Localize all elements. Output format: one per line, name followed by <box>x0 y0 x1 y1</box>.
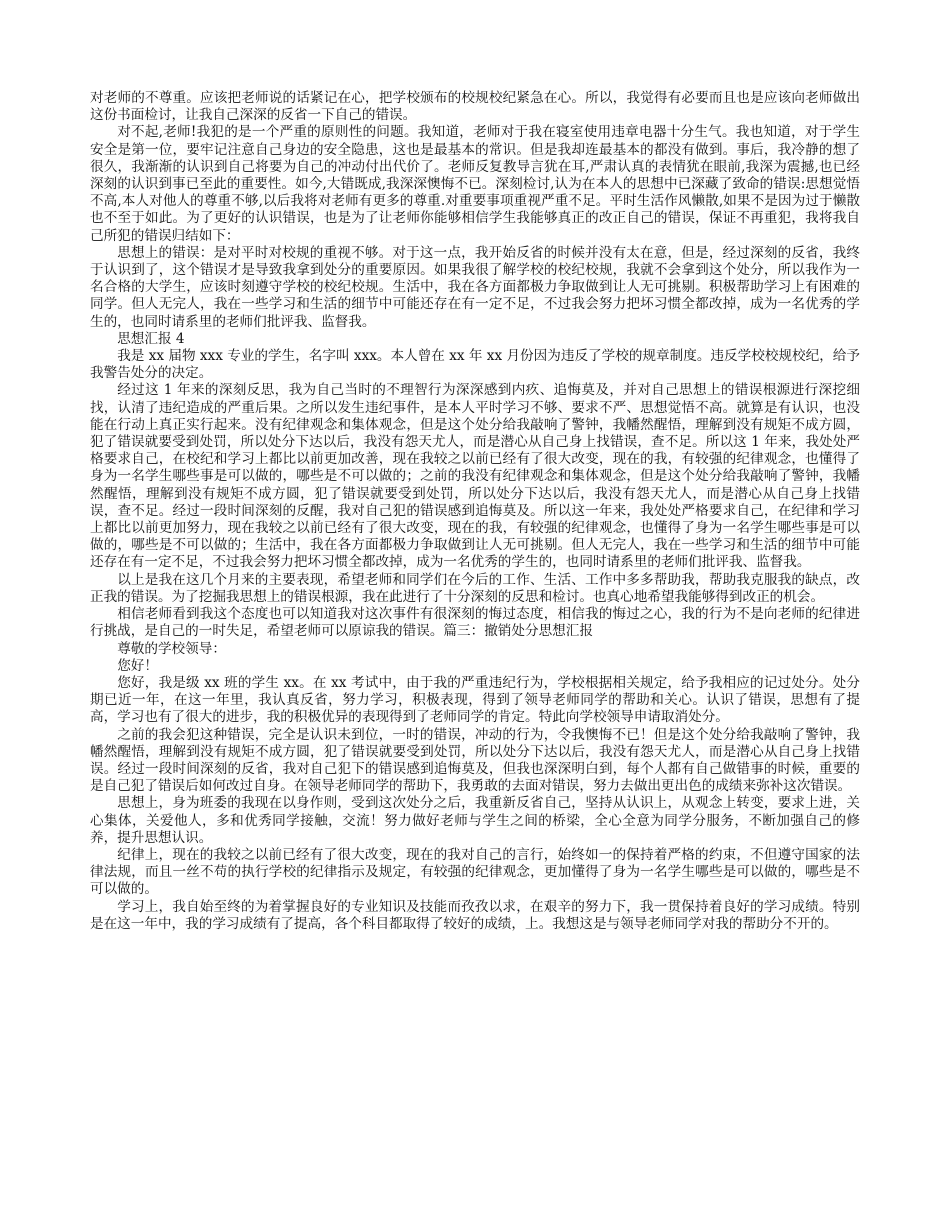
paragraph: 以上是我在这几个月来的主要表现，希望老师和同学们在今后的工作、生活、工作中多多帮助我，帮助我克服我的缺点，改正我的错误。为了挖掘我思想上的错误根源，我在此进行了十分深刻的反思和检讨。也真心地希望我能够得到改正的机会。 <box>90 571 860 605</box>
paragraph: 纪律上，现在的我较之以前已经有了很大改变，现在的我对自己的言行，始终如一的保持着严格的约束，不但遵守国家的法律法规，而且一丝不苟的执行学校的纪律指示及规定，有较强的纪律观念，更加懂得了身为一名学生哪些是可以做的，哪些是不可以做的。 <box>90 846 860 898</box>
greeting: 您好！ <box>117 657 158 674</box>
paragraph: 学习上，我自始至终的为着掌握良好的专业知识及技能而孜孜以求，在艰辛的努力下，我一贯保持着良好的学习成绩。特别是在这一年中，我的学习成绩有了提高，各个科目都取得了较好的成绩，上。我想这是与领导老师同学对我的帮助分不开的。 <box>90 898 860 932</box>
paragraph: 您好，我是级 xx 班的学生 xx。在 xx 考试中，由于我的严重违纪行为，学校根据相关规定，给予我相应的记过处分。处分期已近一年，在这一年里，我认真反省，努力学习，积极表现，得到了领导老师同学的帮助和关心。认识了错误，思想有了提高，学习也有了很大的进步，我的积极优异的表现得到了老师同学的肯定。特此向学校领导申请取消处分。 <box>90 674 860 726</box>
paragraph: 我是 xx 届物 xxx 专业的学生，名字叫 xxx。本人曾在 xx 年 xx 月份因为违反了学校的规章制度。违反学校校规校纪，给予我警告处分的决定。 <box>90 348 860 382</box>
paragraph: 思想上，身为班委的我现在以身作则，受到这次处分之后，我重新反省自己，坚持从认识上，从观念上转变，要求上进，关心集体，关爱他人，多和优秀同学接触，交流！努力做好老师与学生之间的桥梁，全心全意为同学分服务，不断加强自己的修养，提升思想认识。 <box>90 795 860 846</box>
document-body <box>90 90 860 933</box>
paragraph: 对不起,老师!我犯的是一个严重的原则性的问题。我知道，老师对于我在寝室使用违章电器十分生气。我也知道，对于学生安全是第一位，要牢记注意自己身边的安全隐患，这也是最基本的常识。但是我却连最基本的都没有做到。事后，我冷静的想了很久，我渐渐的认识到自己将要为自己的冲动付出代价了。老师反复教导言犹在耳,严肃认真的表情犹在眼前,我深为震撼,也已经深刻的认识到事已至此的重要性。如今,大错既成,我深深懊悔不已。深刻检讨,认为在本人的思想中已深藏了致命的错误:思想觉悟不高,本人对他人的尊重不够,以后我将对老师有更多的尊重.对重要事项重视严重不足。平时生活作风懒散,如果不是因为过于懒散也不至于如此。为了更好的认识错误，也是为了让老师你能够相信学生我能够真正的改正自己的错误，保证不再重犯，我将我自己所犯的错误归结如下： <box>90 124 860 244</box>
paragraph: 思想上的错误：是对平时对校规的重视不够。对于这一点，我开始反省的时候并没有太在意，但是，经过深刻的反省，我终于认识到了，这个错误才是导致我拿到处分的重要原因。如果我很了解学校的校纪校规，我就不会拿到这个处分，所以我作为一名合格的大学生，应该时刻遵守学校的校纪校规。生活中，我在各方面都极力争取做到让人无可挑剔。积极帮助学习上有困难的同学。但人无完人，我在一些学习和生活的细节中可能还存在有一定不足，不过我会努力把坏习惯全都改掉，成为一名优秀的学生的，也同时请系里的老师们批评我、监督我。 <box>90 244 860 330</box>
salutation: 尊敬的学校领导： <box>117 640 226 657</box>
paragraph: 相信老师看到我这个态度也可以知道我对这次事件有很深刻的悔过态度，相信我的悔过之心，我的行为不是向老师的纪律进行挑战，是自己的一时失足，希望老师可以原谅我的错误。篇三：撤销处分思想汇报 <box>90 606 860 640</box>
section-heading: 思想汇报 4 <box>117 330 185 347</box>
paragraph: 之前的我会犯这种错误，完全是认识未到位，一时的错误，冲动的行为，令我懊悔不已！但是这个处分给我敲响了警钟，我幡然醒悟，理解到没有规矩不成方圆，犯了错误就要受到处罚，所以处分下达以后，我没有怨天尤人，而是潜心从自己身上找错误。经过一段时间深刻的反省，我对自己犯下的错误感到追悔莫及，但我也深深明白到，每个人都有自己做错事的时候，重要的是自己犯了错误后如何改过自身。在领导老师同学的帮助下，我勇敢的去面对错误，努力去做出更出色的成绩来弥补这次错误。 <box>90 726 860 795</box>
paragraph: 对老师的不尊重。应该把老师说的话紧记在心，把学校颁布的校规校纪紧急在心。所以，我觉得有必要而且也是应该向老师做出这份书面检讨，让我自己深深的反省一下自己的错误。 <box>90 90 860 124</box>
paragraph: 经过这 1 年来的深刻反思，我为自己当时的不理智行为深深感到内疚、追悔莫及，并对自己思想上的错误根源进行深挖细找，认清了违纪造成的严重后果。之所以发生违纪事件，是本人平时学习不够、要求不严、思想觉悟不高。就算是有认识，也没能在行动上真正实行起来。没有纪律观念和集体观念，但是这个处分给我敲响了警钟，我幡然醒悟，理解到没有规矩不成方圆，犯了错误就要受到处罚，所以处分下达以后，我没有怨天尤人，而是潜心从自己身上找错误，查不足。所以这 1 年来，我处处严格要求自己，在校纪和学习上都比以前更加改善，现在我较之以前已经有了很大改变，现在的我，有较强的纪律观念，也懂得了身为一名学生哪些事是可以做的，哪些是不可以做的；之前的我没有纪律观念和集体观念，但是这个处分给我敲响了警钟，我幡然醒悟，理解到没有规矩不成方圆，犯了错误就要受到处罚，所以处分下达以后，我没有怨天尤人，而是潜心从自己身上找错误，查不足。经过一段时间深刻的反醒，我对自己犯的错误感到追悔莫及。所以这一年来，我处处严格要求自己，在纪律和学习上都比以前更加努力，现在我较之以前已经有了很大改变，现在的我，有较强的纪律观念，也懂得了身为一名学生哪些事是可以做的，哪些是不可以做的；生活中，我在各方面都极力争取做到让人无可挑剔。但人无完人，我在一些学习和生活的细节中可能还存在有一定不足，不过我会努力把坏习惯全都改掉，成为一名优秀的学生的，也同时请系里的老师们批评我、监督我。 <box>90 382 860 571</box>
